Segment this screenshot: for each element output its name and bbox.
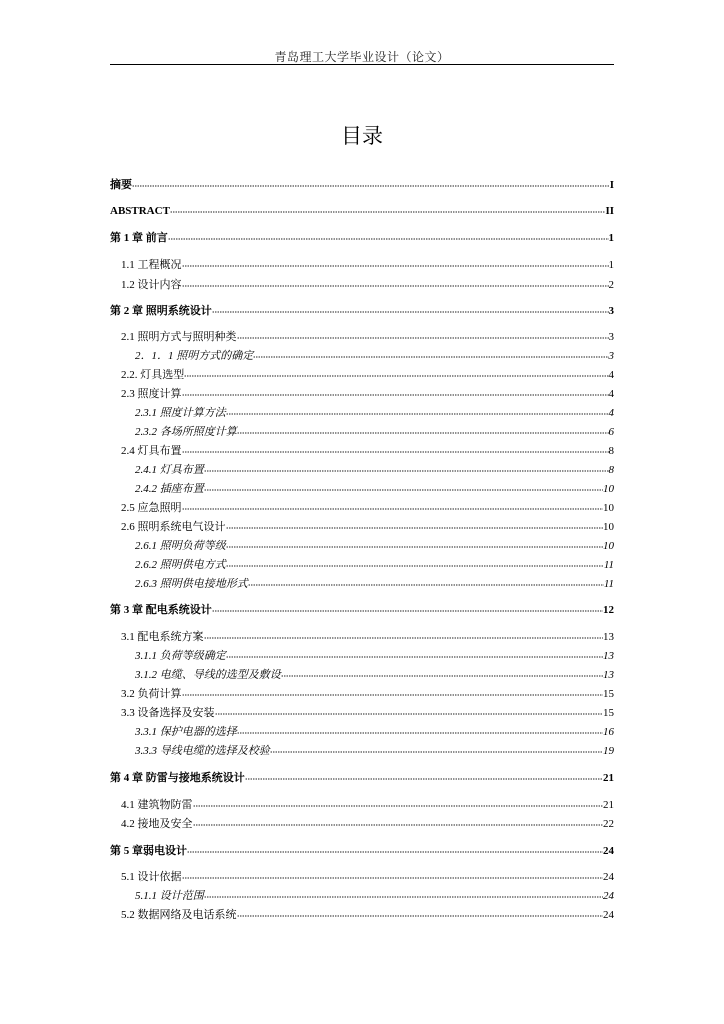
dot-leader (226, 524, 604, 532)
dot-leader (170, 208, 606, 216)
toc-entry-page: 15 (603, 707, 614, 719)
dot-leader (281, 672, 603, 680)
toc-entry-title: 3.1 配电系统方案 (121, 631, 204, 643)
toc-entry[interactable] (135, 482, 614, 496)
toc-entry-title: 3.1.1 负荷等级确定 (135, 650, 226, 662)
dot-leader (193, 821, 604, 829)
toc-entry[interactable] (121, 368, 614, 382)
toc-entry-title: ABSTRACT (110, 205, 170, 217)
dot-leader (204, 893, 603, 901)
toc-entry-title: 第 1 章 前言 (110, 232, 168, 244)
toc-entry-page: 11 (603, 578, 614, 590)
toc-entry-page: 6 (608, 426, 614, 438)
toc-entry-title: 2.6 照明系统电气设计 (121, 521, 226, 533)
toc-entry-page: 8 (608, 445, 614, 457)
toc-entry-title: 3.3 设备选择及安装 (121, 707, 215, 719)
toc-entry-page: 24 (603, 909, 614, 921)
toc-entry-page: 3 (608, 305, 614, 317)
toc-entry[interactable] (121, 330, 614, 344)
toc-entry-title: 5.2 数据网络及电话系统 (121, 909, 237, 921)
dot-leader (212, 308, 609, 316)
dot-leader (182, 691, 604, 699)
toc-entry-title: 2.5 应急照明 (121, 502, 182, 514)
toc-entry[interactable] (121, 687, 614, 701)
dot-leader (226, 410, 609, 418)
dot-leader (248, 581, 604, 589)
page-header: 青岛理工大学毕业设计（论文） (274, 50, 450, 64)
dot-leader (132, 182, 610, 190)
toc-entry-title: 2.2. 灯具选型 (121, 369, 185, 381)
toc-entry-title: 2.3.1 照度计算方法 (135, 407, 226, 419)
dot-leader (168, 235, 609, 243)
toc-entry-page: 2 (608, 279, 614, 291)
toc-entry-page: 10 (603, 540, 614, 552)
toc-entry-title: 2.3.2 各场所照度计算 (135, 426, 237, 438)
toc-entry[interactable] (121, 798, 614, 812)
toc-entry[interactable] (121, 630, 614, 644)
dot-leader (215, 710, 604, 718)
toc-entry[interactable] (121, 258, 614, 272)
toc-entry-title: 2.6.2 照明供电方式 (135, 559, 226, 571)
dot-leader (226, 653, 603, 661)
toc-entry-page: 12 (603, 604, 614, 616)
toc-entry-page: 10 (603, 521, 614, 533)
toc-entry-page: 24 (603, 890, 614, 902)
dot-leader (204, 634, 604, 642)
toc-entry[interactable] (135, 558, 614, 572)
dot-leader (212, 607, 603, 615)
toc-entry[interactable] (135, 463, 614, 477)
dot-leader (182, 505, 604, 513)
toc-entry[interactable] (121, 817, 614, 831)
toc-entry-page: 3 (608, 331, 614, 343)
toc-entry[interactable] (110, 304, 614, 318)
toc-entry[interactable] (135, 425, 614, 439)
toc-entry-page: 4 (608, 388, 614, 400)
toc-entry-title: 3.2 负荷计算 (121, 688, 182, 700)
toc-entry[interactable] (135, 349, 614, 363)
toc-entry[interactable] (135, 744, 614, 758)
dot-leader (182, 391, 609, 399)
toc-entry-title: 第 4 章 防雷与接地系统设计 (110, 772, 245, 784)
toc-entry-title: 1.2 设计内容 (121, 279, 182, 291)
toc-entry-page: 21 (603, 772, 614, 784)
toc-entry[interactable] (121, 278, 614, 292)
dot-leader (187, 848, 603, 856)
dot-leader (237, 912, 604, 920)
toc-entry-page: 4 (608, 407, 614, 419)
toc-entry-title: 4.1 建筑物防雷 (121, 799, 193, 811)
dot-leader (226, 562, 604, 570)
toc-entry-page: 10 (603, 483, 614, 495)
toc-entry-page: II (605, 205, 614, 217)
toc-entry[interactable] (135, 539, 614, 553)
toc-entry-title: 第 5 章弱电设计 (110, 845, 187, 857)
toc-entry[interactable] (135, 668, 614, 682)
toc-entry-page: 13 (603, 669, 614, 681)
toc-entry[interactable] (110, 231, 614, 245)
toc-entry-page: 16 (603, 726, 614, 738)
toc-entry-page: 4 (608, 369, 614, 381)
toc-entry-title: 2.6.3 照明供电接地形式 (135, 578, 248, 590)
dot-leader (204, 467, 609, 475)
dot-leader (245, 775, 603, 783)
dot-leader (182, 282, 609, 290)
toc-entry[interactable] (121, 870, 614, 884)
dot-leader (182, 448, 609, 456)
toc-entry-page: 15 (603, 688, 614, 700)
toc-entry-title: 2.4 灯具布置 (121, 445, 182, 457)
toc-entry-page: 13 (603, 631, 614, 643)
toc-entry[interactable] (121, 387, 614, 401)
toc-entry-title: 4.2 接地及安全 (121, 818, 193, 830)
dot-leader (237, 729, 603, 737)
toc-entry-page: 8 (608, 464, 614, 476)
toc-entry[interactable] (121, 706, 614, 720)
toc-entry-page: 24 (603, 871, 614, 883)
dot-leader (253, 353, 608, 361)
dot-leader (184, 372, 608, 380)
toc-entry-title: 摘要 (110, 179, 132, 191)
dot-leader (270, 748, 603, 756)
toc-entry-page: 3 (608, 350, 614, 362)
toc-entry-page: 21 (603, 799, 614, 811)
toc-entry[interactable] (121, 444, 614, 458)
toc-entry-title: 第 2 章 照明系统设计 (110, 305, 212, 317)
toc-entry-page: 24 (603, 845, 614, 857)
toc-entry[interactable] (135, 649, 614, 663)
toc-entry-title: 3.3.3 导线电缆的选择及校验 (135, 745, 270, 757)
dot-leader (193, 802, 604, 810)
toc-entry-title: 第 3 章 配电系统设计 (110, 604, 212, 616)
toc-entry-page: 1 (608, 232, 614, 244)
toc-entry-title: 2.4.2 插座布置 (135, 483, 204, 495)
toc-entry[interactable] (121, 908, 614, 922)
dot-leader (182, 262, 609, 270)
toc-entry[interactable] (110, 204, 614, 218)
toc-entry[interactable] (135, 577, 614, 591)
toc-entry-title: 2.6.1 照明负荷等级 (135, 540, 226, 552)
toc-entry-title: 2.4.1 灯具布置 (135, 464, 204, 476)
toc-entry-title: 3.3.1 保护电器的选择 (135, 726, 237, 738)
dot-leader (182, 874, 604, 882)
dot-leader (237, 429, 609, 437)
page-title: 目录 (341, 124, 383, 148)
toc-entry-title: 5.1.1 设计范围 (135, 890, 204, 902)
toc-entry-title: 2．1．1 照明方式的确定 (135, 350, 254, 362)
toc-entry-title: 1.1 工程概况 (121, 259, 182, 271)
dot-leader (204, 486, 603, 494)
toc-entry-title: 5.1 设计依据 (121, 871, 182, 883)
toc-entry[interactable] (110, 844, 614, 858)
toc-entry[interactable] (121, 501, 614, 515)
toc-entry-title: 3.1.2 电缆、导线的选型及敷设 (135, 669, 281, 681)
dot-leader (226, 543, 603, 551)
toc-entry-page: 22 (603, 818, 614, 830)
toc-entry[interactable] (135, 889, 614, 903)
toc-entry[interactable] (135, 725, 614, 739)
header-rule (110, 64, 614, 65)
toc-entry-page: I (609, 179, 614, 191)
toc-entry[interactable] (110, 603, 614, 617)
toc-entry-page: 10 (603, 502, 614, 514)
toc-entry-title: 2.1 照明方式与照明种类 (121, 331, 237, 343)
toc-entry[interactable] (135, 406, 614, 420)
dot-leader (237, 334, 609, 342)
toc-entry-page: 1 (608, 259, 614, 271)
toc-entry[interactable] (121, 520, 614, 534)
toc-entry[interactable] (110, 771, 614, 785)
toc-entry-page: 11 (603, 559, 614, 571)
toc-entry-page: 19 (603, 745, 614, 757)
toc-entry[interactable] (110, 178, 614, 192)
toc-entry-page: 13 (603, 650, 614, 662)
toc-entry-title: 2.3 照度计算 (121, 388, 182, 400)
